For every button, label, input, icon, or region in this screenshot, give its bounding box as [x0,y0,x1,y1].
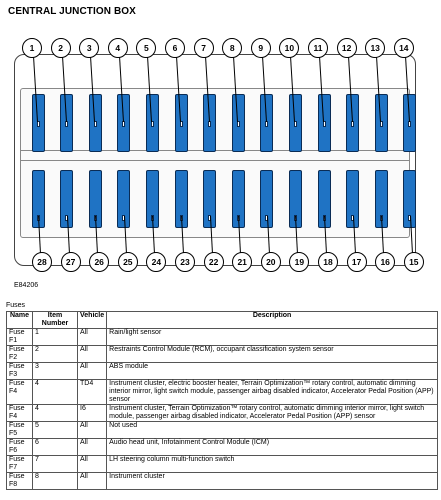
callout-13: 13 [365,38,385,58]
cell-vehicle: All [78,473,107,490]
cell-name: Fuse F5 [7,422,33,439]
fuses-table [6,311,438,490]
cell-item: 4 [33,405,78,422]
table-row [7,363,438,380]
fuse-8 [232,94,245,152]
table-row [7,346,438,363]
callout-25: 25 [118,252,138,272]
callout-15: 15 [404,252,424,272]
callout-3: 3 [79,38,99,58]
cell-name: Fuse F1 [7,329,33,346]
callout-22: 22 [204,252,224,272]
table-row [7,380,438,405]
page-title: CENTRAL JUNCTION BOX [8,6,136,17]
cell-item: 4 [33,380,78,405]
cell-vehicle: I6 [78,405,107,422]
table-row [7,439,438,456]
table-row [7,405,438,422]
cell-vehicle: TD4 [78,380,107,405]
callout-9: 9 [251,38,271,58]
fuse-7 [203,94,216,152]
callout-28: 28 [32,252,52,272]
fuse-4 [117,94,130,152]
cell-vehicle: All [78,422,107,439]
fuse-1 [32,94,45,152]
fuse-10 [289,94,302,152]
cell-vehicle: All [78,329,107,346]
callout-20: 20 [261,252,281,272]
header-item-number: Item Number [33,312,78,329]
callout-4: 4 [108,38,128,58]
cell-name: Fuse F2 [7,346,33,363]
cell-item: 1 [33,329,78,346]
junction-box-diagram [8,30,434,275]
fuse-5 [146,94,159,152]
cell-vehicle: All [78,363,107,380]
table-caption: Fuses [6,302,26,309]
cell-description: Audio head unit, Infotainment Control Module (ICM) [107,439,438,456]
cell-description: Not used [107,422,438,439]
table-row [7,473,438,490]
cell-description: Restraints Control Module (RCM), occupant classification system sensor [107,346,438,363]
cell-item: 3 [33,363,78,380]
callout-17: 17 [347,252,367,272]
diagram-reference-id: E84206 [14,282,39,289]
callout-14: 14 [394,38,414,58]
cell-description: Instrument cluster, Terrain Optimization™ rotary control, automatic dimming interior mirror, light switch module, passenger airbag disabled indicator, Accelerator Pedal Position (APP) sensor [107,405,438,422]
callout-27: 27 [61,252,81,272]
cell-item: 5 [33,422,78,439]
callout-19: 19 [289,252,309,272]
cell-name: Fuse F6 [7,439,33,456]
callout-16: 16 [375,252,395,272]
callout-7: 7 [194,38,214,58]
panel-divider-lower [20,160,410,161]
header-name: Name [7,312,33,329]
header-vehicle: Vehicle [78,312,107,329]
cell-description: Rain/light sensor [107,329,438,346]
cell-description: ABS module [107,363,438,380]
fuse-3 [89,94,102,152]
callout-1: 1 [22,38,42,58]
cell-item: 2 [33,346,78,363]
fuse-9 [260,94,273,152]
callout-12: 12 [337,38,357,58]
cell-item: 8 [33,473,78,490]
cell-description: Instrument cluster, electric booster heater, Terrain Optimization™ rotary control, automatic dimming interior mirror, light switch module, passenger airbag disabled indicator, Accelerator Pedal Position (APP) sensor [107,380,438,405]
fuse-6 [175,94,188,152]
callout-10: 10 [279,38,299,58]
callout-21: 21 [232,252,252,272]
fuse-14 [403,94,416,152]
fuse-12 [346,94,359,152]
callout-11: 11 [308,38,328,58]
cell-name: Fuse F8 [7,473,33,490]
cell-description: Instrument cluster [107,473,438,490]
cell-name: Fuse F4 [7,405,33,422]
fuse-13 [375,94,388,152]
table-row [7,456,438,473]
callout-26: 26 [89,252,109,272]
callout-8: 8 [222,38,242,58]
cell-description: LH steering column multi-function switch [107,456,438,473]
cell-name: Fuse F3 [7,363,33,380]
fuse-2 [60,94,73,152]
cell-vehicle: All [78,456,107,473]
cell-item: 7 [33,456,78,473]
fuse-11 [318,94,331,152]
cell-name: Fuse F4 [7,380,33,405]
cell-vehicle: All [78,439,107,456]
callout-18: 18 [318,252,338,272]
table-row [7,422,438,439]
header-description: Description [107,312,438,329]
cell-name: Fuse F7 [7,456,33,473]
table-header-row [7,312,438,329]
cell-vehicle: All [78,346,107,363]
callout-24: 24 [146,252,166,272]
table-row [7,329,438,346]
callout-2: 2 [51,38,71,58]
callout-23: 23 [175,252,195,272]
callout-5: 5 [136,38,156,58]
cell-item: 6 [33,439,78,456]
callout-6: 6 [165,38,185,58]
